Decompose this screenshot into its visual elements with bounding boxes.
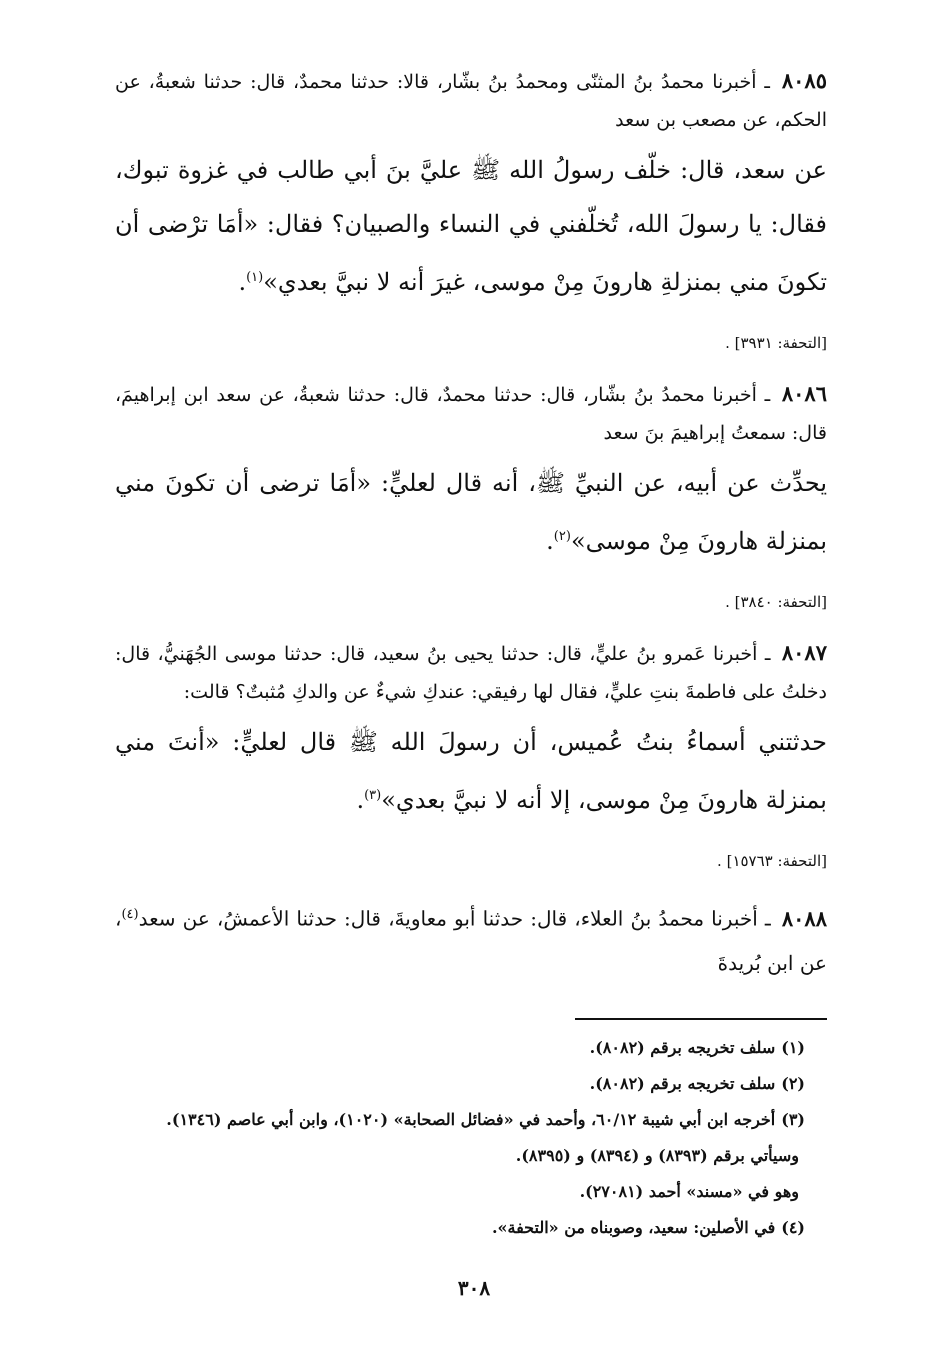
footnote-mark: (٢) [781, 1074, 805, 1093]
footnote [115, 1138, 805, 1174]
footnote-ref[interactable]: (٣) [364, 788, 382, 803]
footnote-ref[interactable]: (٤) [121, 907, 139, 922]
isnad [115, 375, 827, 452]
matn-text: عن سعد، قال: خلّف رسولُ الله ﷺ عليَّ بنَ أبي طالب في غزوة تبوك، فقال: يا رسولَ الله، تُخلّفني في النساء والصبيان؟ فقال: «أمَا ترْضى أن تكونَ مني بمنزلةِ هارونَ مِنْ موسى، غيرَ أنه لا نبيَّ بعدي» [115, 156, 827, 296]
isnad-text: ـ أخبرنا محمدُ بنُ بشّار، قال: حدثنا محمدٌ، قال: حدثنا شعبةُ، عن سعد ابن إبراهيمَ، قال: سمعتُ إبراهيمَ بنَ سعد [115, 384, 827, 444]
footnote [115, 1174, 805, 1210]
footnote-ref[interactable]: (٢) [553, 529, 571, 544]
footnote-ref[interactable]: (١) [246, 270, 264, 285]
footnote-text: وهو في «مسند» أحمد (٢٧٠٨١). [579, 1182, 799, 1201]
footnote-text: سلف تخريجه برقم (٨٠٨٢). [589, 1074, 776, 1093]
isnad [115, 62, 827, 139]
matn-text: يحدِّث عن أبيه، عن النبيِّ ﷺ، أنه قال لعليٍّ: «أمَا ترضى أن تكونَ مني بمنزلة هارونَ مِنْ موسى» [115, 469, 827, 555]
matn: حدثتني أسماءُ بنتُ عُميس، أن رسولَ الله ﷺ قال لعليٍّ: «أنتَ مني بمنزلة هارونَ مِنْ موسى، إلا أنه لا نبيَّ بعدي»$^{(٣)}$. [115, 728, 827, 814]
hadith-8086 [115, 375, 827, 612]
footnote-text: وسيأتي برقم (٨٣٩٣) و (٨٣٩٤) و (٨٣٩٥). [515, 1146, 799, 1165]
page-number: ٣٠٨ [457, 1276, 491, 1300]
matn-text: حدثتني أسماءُ بنتُ عُميس، أن رسولَ الله ﷺ قال لعليٍّ: «أنتَ مني بمنزلة هارونَ مِنْ موسى، إلا أنه لا نبيَّ بعدي» [115, 728, 827, 814]
hadith-8088 [115, 893, 827, 985]
hadith-number: ٨٠٨٧ [781, 640, 827, 665]
isnad-text: ـ أخبرنا عَمرو بنُ عليٍّ، قال: حدثنا يحيى بنُ سعيد، قال: حدثنا موسى الجُهَنيُّ، قال: دخلتُ على فاطمةَ بنتِ عليٍّ، فقال لها رفيقي: عندكِ شيءٌ عن والدكِ مُثبتٌ؟ قالت: [115, 643, 827, 703]
footnote [115, 1066, 805, 1102]
isnad [115, 634, 827, 711]
tuhfa-reference: [التحفة: ٣٨٤٠] . [725, 593, 827, 611]
isnad [115, 893, 827, 985]
isnad-text: ـ أخبرنا محمدُ بنُ العلاء، قال: حدثنا أبو معاويةَ، قال: حدثنا الأعمشُ، عن سعد [138, 906, 771, 931]
footnote-mark: (٤) [781, 1218, 805, 1237]
tuhfa-reference: [التحفة: ٣٩٣١] . [725, 334, 827, 352]
footnote [115, 1210, 805, 1246]
tuhfa-reference: [التحفة: ١٥٧٦٣] . [717, 852, 827, 870]
hadith-number: ٨٠٨٨ [781, 905, 827, 931]
footnote [115, 1102, 805, 1138]
matn: عن سعد، قال: خلّف رسولُ الله ﷺ عليَّ بنَ أبي طالب في غزوة تبوك، فقال: يا رسولَ الله، تُخلّفني في النساء والصبيان؟ فقال: «أمَا ترْضى أن تكونَ مني بمنزلةِ هارونَ مِنْ موسى، غيرَ أنه لا نبيَّ بعدي»$^{(١)}$. [115, 156, 827, 296]
footnote-mark: (١) [781, 1038, 805, 1057]
hadith-number: ٨٠٨٦ [781, 381, 827, 406]
footnotes [115, 1030, 805, 1246]
hadith-number: ٨٠٨٥ [781, 68, 827, 93]
matn: يحدِّث عن أبيه، عن النبيِّ ﷺ، أنه قال لعليٍّ: «أمَا ترضى أن تكونَ مني بمنزلة هارونَ مِنْ موسى»$^{(٢)}$. [115, 469, 827, 555]
footnote-text: سلف تخريجه برقم (٨٠٨٢). [589, 1038, 776, 1057]
isnad-text: ـ أخبرنا محمدُ بنُ المثنّى ومحمدُ بنُ بشّار، قالا: حدثنا محمدٌ، قال: حدثنا شعبةُ، عن الحكم، عن مصعب بن سعد [115, 71, 827, 131]
footnote [115, 1030, 805, 1066]
hadith-8085 [115, 62, 827, 353]
footnote-mark: (٣) [781, 1110, 805, 1129]
footnote-divider [575, 1018, 827, 1020]
page-body [115, 62, 827, 985]
footnote-text: في الأصلين: سعيد، وصوبناه من «التحفة». [491, 1218, 776, 1237]
isnad-tail: ، عن ابن بُريدةَ [115, 906, 827, 975]
hadith-8087 [115, 634, 827, 871]
footnote-text: أخرجه ابن أبي شيبة ٦٠/١٢، وأحمد في «فضائل الصحابة» (١٠٢٠)، وابن أبي عاصم (١٣٤٦). [166, 1110, 776, 1129]
